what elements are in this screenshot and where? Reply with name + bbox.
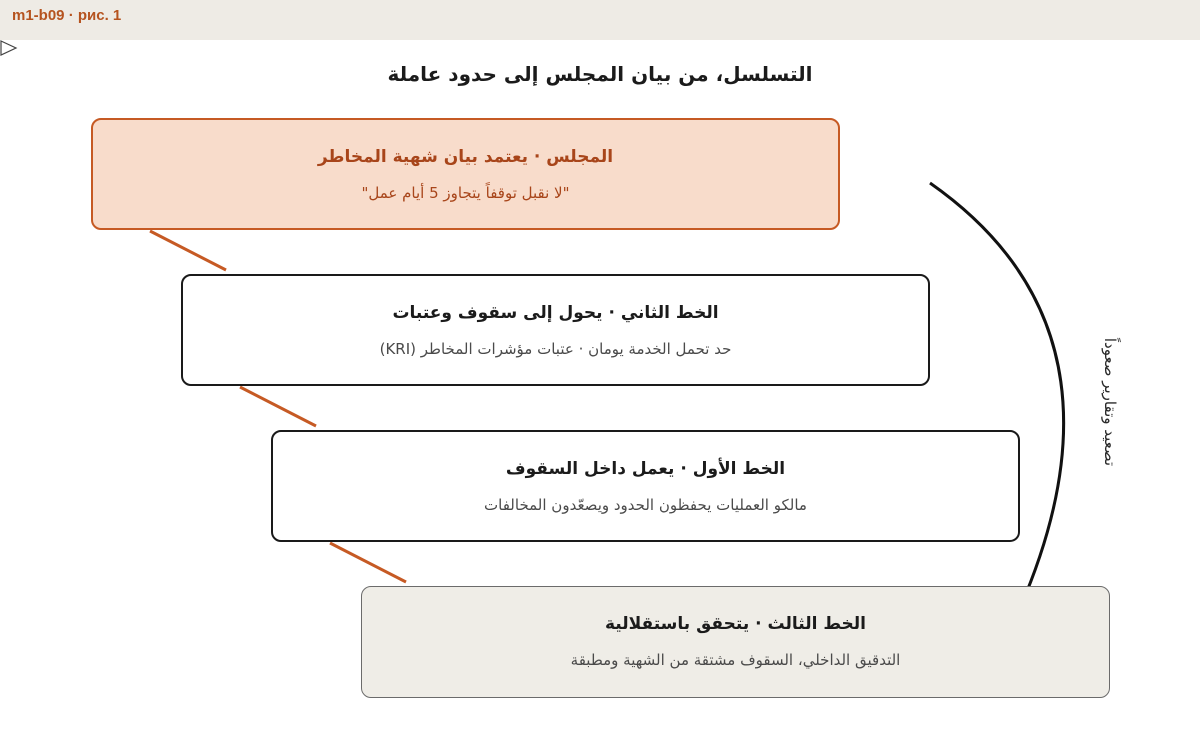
escalation-label: تصعيد وتقارير صعوداً [1101, 337, 1119, 467]
box-third-line [361, 586, 1110, 698]
figure-label: m1-b09 · рис. 1 [12, 7, 122, 24]
box-second-line [181, 274, 930, 386]
box-board-title: المجلس · يعتمد بيان شهية المخاطر [317, 147, 614, 167]
box-first-line-title: الخط الأول · يعمل داخل السقوف [505, 459, 786, 479]
connector-board-line2 [150, 231, 226, 270]
play-icon[interactable] [0, 39, 18, 57]
box-third-line-subtitle: التدقيق الداخلي، السقوف مشتقة من الشهية ومطبقة [570, 651, 901, 669]
diagram-title: التسلسل، من بيان المجلس إلى حدود عاملة [387, 62, 813, 86]
box-board-subtitle: "لا نقبل توقفاً يتجاوز 5 أيام عمل" [361, 184, 570, 202]
box-second-line-subtitle: حد تحمل الخدمة يومان · عتبات مؤشرات المخاطر (KRI) [379, 340, 732, 358]
box-first-line-subtitle: مالكو العمليات يحفظون الحدود ويصعّدون المخالفات [484, 496, 807, 514]
box-second-line-title: الخط الثاني · يحول إلى سقوف وعتبات [392, 303, 719, 323]
box-board [91, 118, 840, 230]
connector-line1-line3 [330, 543, 406, 582]
top-bar [0, 0, 1200, 40]
box-third-line-title: الخط الثالث · يتحقق باستقلالية [604, 614, 867, 634]
connector-line2-line1 [240, 387, 316, 426]
box-first-line [271, 430, 1020, 542]
escalation-arc [930, 183, 1064, 608]
